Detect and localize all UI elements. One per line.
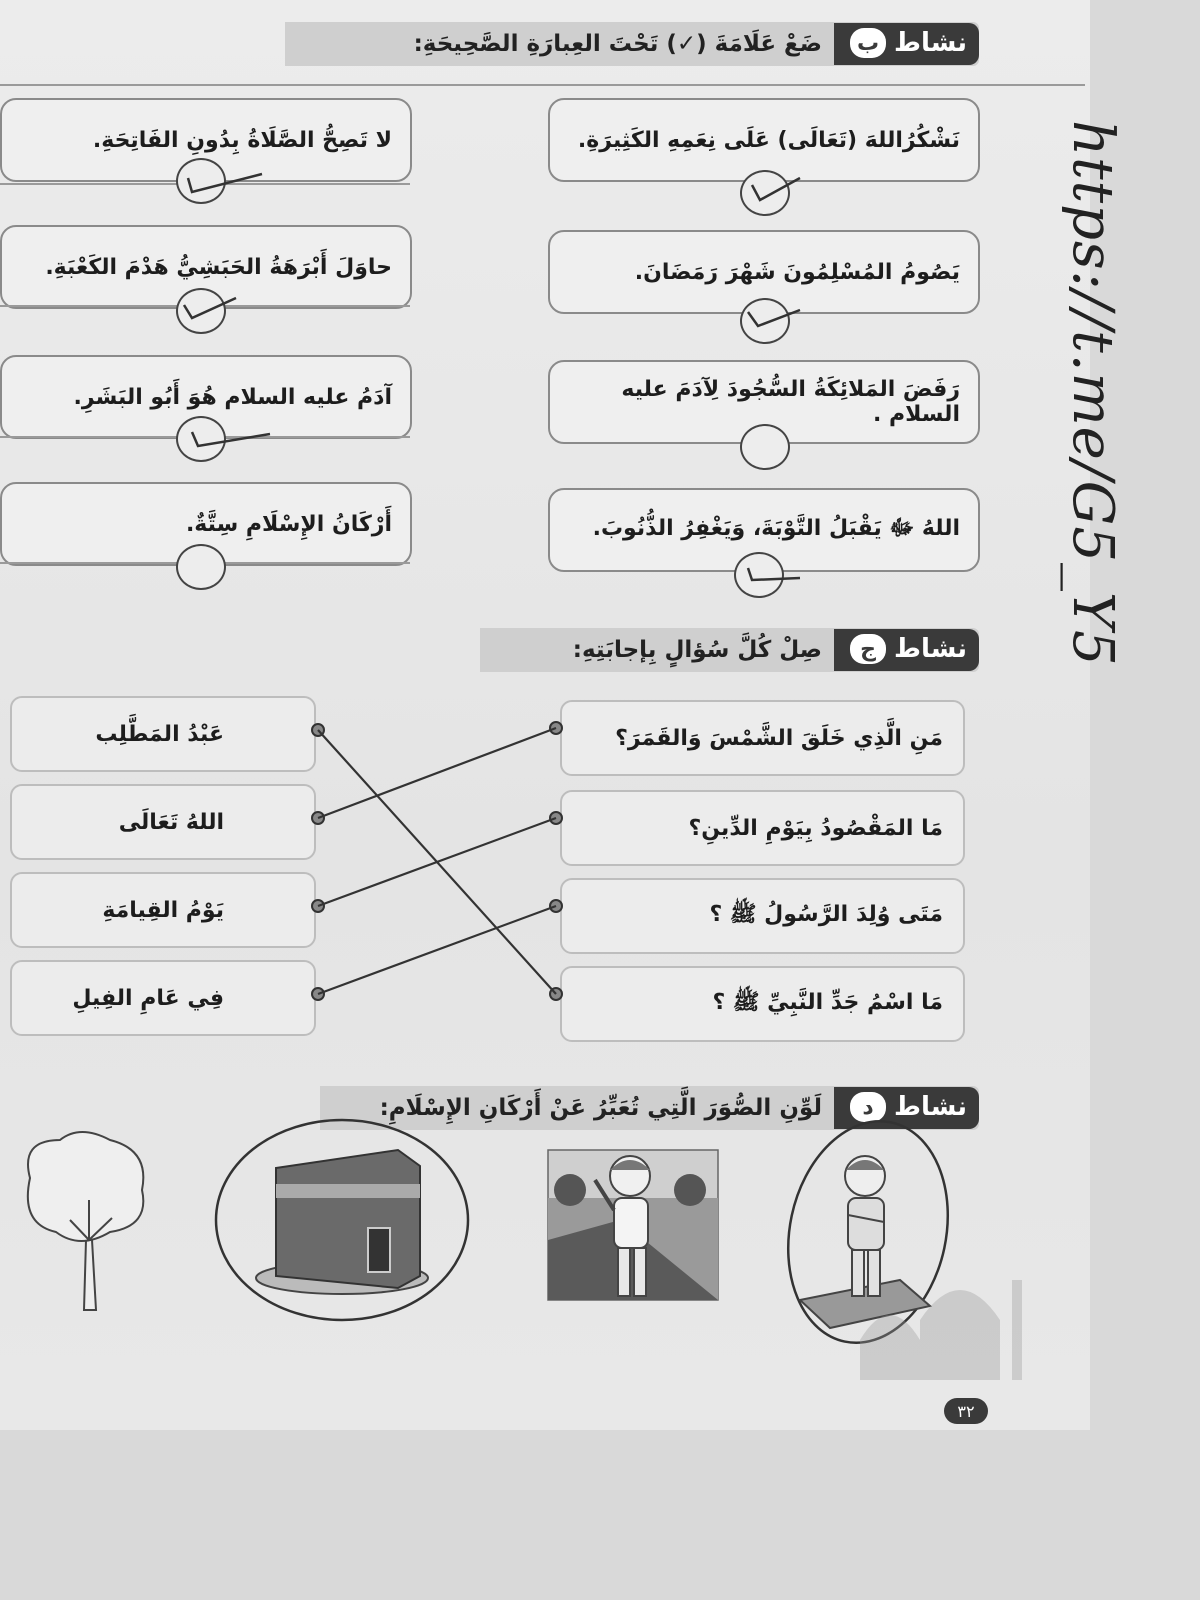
activity-b-letter: ب	[850, 28, 886, 58]
waving-boy-image	[548, 1150, 718, 1300]
statement-text: رَفَضَ المَلائِكَةُ السُّجُودَ لِآدَمَ عليه السلام .	[621, 377, 960, 427]
tree-image	[28, 1132, 144, 1310]
answer-text: فِي عَامِ الفِيلِ	[72, 985, 224, 1011]
page-number: ٣٢	[944, 1398, 988, 1424]
activity-d-letter: د	[850, 1092, 886, 1122]
activity-b-tag-label: نشاط	[894, 28, 967, 58]
question-text: مَنِ الَّذِي خَلَقَ الشَّمْسَ وَالقَمَرَ؟	[615, 725, 943, 751]
statement-text: نَشْكُرُاللهَ (تَعَالَى) عَلَى نِعَمِهِ الكَثِيرَةِ.	[577, 127, 960, 153]
statement-text: اللهُ ﷻ يَقْبَلُ التَّوْبَةَ، وَيَغْفِرُ الذُّنُوبَ.	[592, 516, 960, 541]
activity-c-tag-label: نشاط	[894, 634, 967, 664]
answer-text: اللهُ تَعَالَى	[118, 809, 224, 835]
kaaba-image	[216, 1120, 468, 1320]
activity-d-instruction: لَوِّنِ الصُّوَرَ الَّتِي تُعَبِّرُ عَنْ أَرْكَانِ الإِسْلَامِ:	[379, 1095, 822, 1121]
statement-text: يَصُومُ المُسْلِمُونَ شَهْرَ رَمَضَانَ.	[634, 259, 960, 285]
activity-d-tag-label: نشاط	[894, 1092, 967, 1122]
activity-b-instruction: ضَعْ عَلَامَةَ (✓) تَحْتَ العِبارَةِ الصَّحِيحَةِ:	[413, 31, 822, 57]
watermark-url: https://t.me/G5_Y5	[1060, 120, 1125, 667]
question-text: مَتَى وُلِدَ الرَّسُولُ ﷺ ؟	[709, 902, 943, 927]
statement-text: آدَمُ عليه السلام هُوَ أَبُو البَشَرِ.	[73, 384, 392, 410]
statement-text: لا تَصِحُّ الصَّلَاةُ بِدُونِ الفَاتِحَةِ.	[92, 127, 392, 153]
statement-text: حاوَلَ أَبْرَهَةُ الحَبَشِيُّ هَدْمَ الكَعْبَةِ.	[45, 254, 392, 280]
activity-c-instruction: صِلْ كُلَّ سُؤالٍ بِإجابَتِهِ:	[572, 637, 822, 663]
answer-text: يَوْمُ القِيامَةِ	[102, 897, 224, 923]
question-text: مَا المَقْصُودُ بِيَوْمِ الدِّينِ؟	[688, 815, 943, 841]
answer-text: عَبْدُ المَطَّلِب	[95, 721, 224, 747]
question-text: مَا اسْمُ جَدِّ النَّبِيِّ ﷺ ؟	[712, 990, 943, 1015]
activity-c-letter: ج	[850, 634, 886, 664]
statement-text: أَرْكَانُ الإِسْلَامِ سِتَّةٌ.	[185, 511, 392, 537]
